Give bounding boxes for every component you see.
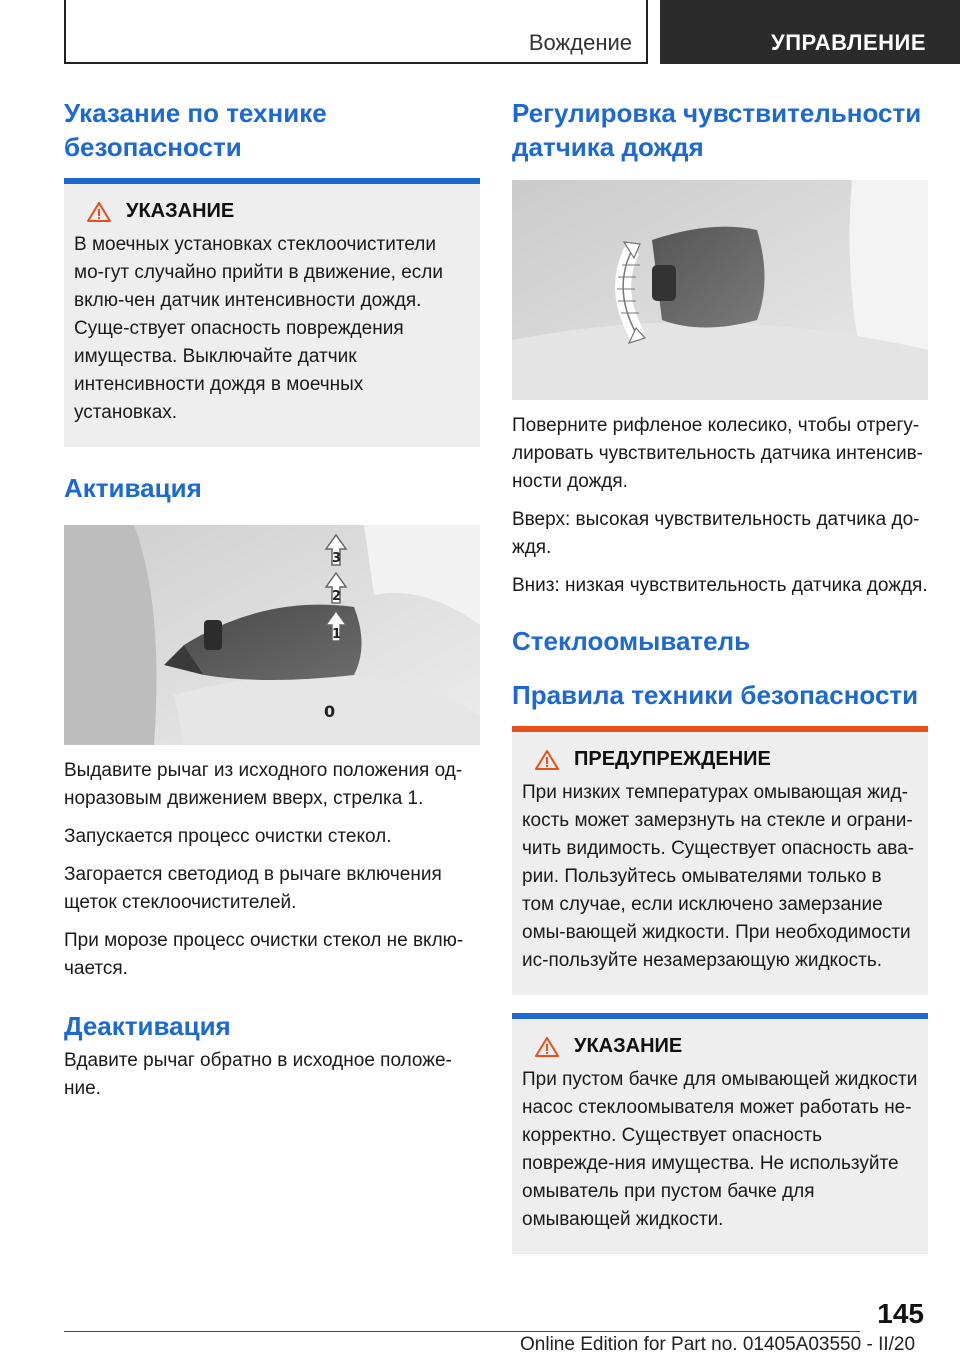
sensitivity-heading: Регулировка чувствительности датчика дождя <box>512 98 922 162</box>
sensitivity-para-1: Поверните рифленое колесико, чтобы отрегу-лировать чувствительность датчика интенсив-ности дождя. <box>512 415 923 492</box>
warning-triangle-icon <box>534 1036 560 1058</box>
deactivation-para: Вдавите рычаг обратно в исходное положе-ние. <box>64 1050 452 1099</box>
notice2-title-text: УКАЗАНИЕ <box>574 1035 683 1057</box>
notice2-box <box>512 1019 928 1254</box>
sensitivity-para-2: Вверх: высокая чувствительность датчика до-ждя. <box>512 509 920 558</box>
notice-title-text: УКАЗАНИЕ <box>126 200 235 222</box>
notice2-title <box>522 1035 918 1058</box>
activation-heading: Активация <box>64 473 202 503</box>
activation-para-4: При морозе процесс очистки стекол не вклю-чается. <box>64 930 464 979</box>
deactivation-heading: Деактивация <box>64 1011 231 1041</box>
activation-para-3: Загорается светодиод в рычаге включения щеток стеклоочистителей. <box>64 864 442 913</box>
wheel-illustration <box>512 180 928 400</box>
notice-text: В моечных установках стеклоочистители мо-гут случайно прийти в движение, если вклю-чен датчик интенсивности дождя. Суще-ствует опасность повреждения имущества. Выключайте датчик интенсивности дождя в моечных установках. <box>74 234 443 423</box>
warning-triangle-icon <box>86 201 112 223</box>
figure-label-1: 1 <box>332 627 342 642</box>
warning-title <box>522 748 918 771</box>
activation-para-2: Запускается процесс очистки стекол. <box>64 826 392 847</box>
activation-figure <box>64 525 480 745</box>
rules-heading: Правила техники безопасности <box>512 680 919 710</box>
warning-title-text: ПРЕДУПРЕЖДЕНИЕ <box>574 748 771 770</box>
header-section-tab <box>64 0 648 64</box>
left-column <box>64 96 480 1113</box>
figure-label-2: 2 <box>332 589 342 604</box>
header-chapter-tab <box>660 0 960 64</box>
notice2-text: При пустом бачке для омывающей жидкости насос стеклоомывателя может работать не-корректно. Существует опасность поврежде-ния имущества. Не используйте омыватель при пустом бачке для омывающей жидкости. <box>522 1069 918 1230</box>
notice-box <box>64 184 480 447</box>
warning-text: При низких температурах омывающая жид-кость может замерзнуть на стекле и ограни-чить видимость. Существует опасность ава-рии. Пользуйтесь омывателями только в том случае, если исключено замерзание омы-вающей жидкости. При необходимости ис-пользуйте незамерзающую жидкость. <box>522 782 915 971</box>
activation-para-1: Выдавите рычаг из исходного положения од-норазовым движением вверх, стрелка 1. <box>64 760 463 809</box>
warning-box <box>512 732 928 995</box>
header-section-label: Вождение <box>528 30 632 55</box>
figure-label-3: 3 <box>332 551 342 566</box>
sensitivity-figure <box>512 180 928 400</box>
sensitivity-para-3: Вниз: низкая чувствительность датчика дождя. <box>512 575 928 596</box>
right-column <box>512 96 928 1254</box>
edition-text: Online Edition for Part no. 01405A03550 - II/20 <box>520 1334 916 1355</box>
warning-triangle-icon <box>534 749 560 771</box>
footer-rule <box>64 1331 860 1332</box>
lever-illustration <box>64 525 480 745</box>
page-number: 145 <box>877 1298 924 1329</box>
notice-title <box>74 200 470 223</box>
washer-heading: Стеклоомыватель <box>512 626 751 656</box>
header-chapter-label: УПРАВЛЕНИЕ <box>771 30 926 55</box>
safety-heading: Указание по технике безопасности <box>64 98 327 162</box>
figure-label-0: 0 <box>324 702 336 721</box>
